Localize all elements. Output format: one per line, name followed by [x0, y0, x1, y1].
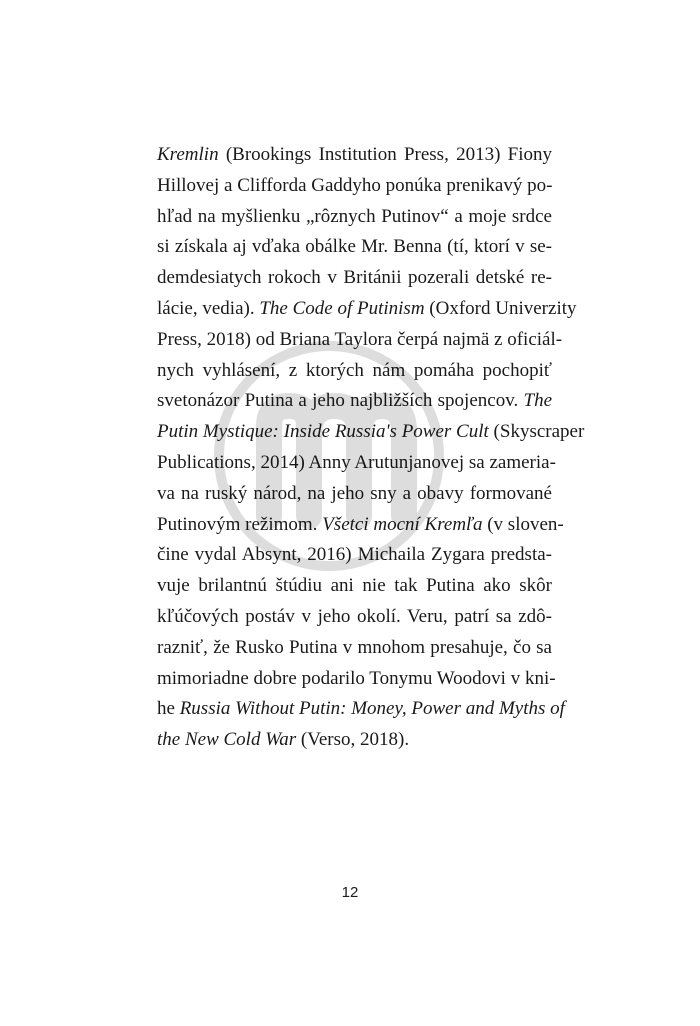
text-line — [157, 571, 552, 602]
text-run: kľúčových postáv v jeho okolí. Veru, patrí sa zdô- — [157, 605, 552, 627]
body-text — [157, 140, 585, 756]
italic-title: The — [523, 390, 552, 412]
text-line — [157, 479, 552, 510]
text-run: lácie, vedia). — [157, 297, 260, 319]
text-line — [157, 232, 552, 263]
text-line — [157, 202, 552, 233]
text-run: (Brookings Institution Press, 2013) Fiony — [218, 144, 552, 165]
text-run: Hillovej a Clifforda Gaddyho ponúka prenikavý po- — [157, 174, 553, 196]
text-run: Putinovým režimom. — [157, 513, 323, 535]
italic-title: Kremlin — [157, 144, 219, 165]
text-line — [157, 448, 556, 479]
text-run: demdesiatych rokoch v Británii pozerali detské re- — [157, 267, 552, 289]
italic-title: Všetci mocní Kremľa — [322, 513, 483, 535]
text-run: si získala aj vďaka obálke Mr. Benna (tí, ktorí v se- — [157, 236, 552, 258]
italic-title: The Code of Putinism — [259, 297, 425, 319]
text-run: razniť, že Rusko Putina v mnohom presahuje, čo sa — [157, 636, 552, 658]
text-run: he — [157, 698, 180, 720]
text-run: nych vyhlásení, z ktorých nám pomáha pochopiť — [157, 359, 552, 381]
text-line — [157, 602, 552, 633]
text-line — [157, 510, 564, 541]
text-line — [157, 664, 556, 695]
text-run: svetonázor Putina a jeho najbližších spojencov. — [157, 390, 524, 412]
text-line — [157, 386, 552, 417]
text-run: (v sloven- — [482, 513, 564, 535]
text-line — [157, 694, 565, 725]
italic-title: the New Cold War — [157, 729, 297, 751]
text-line — [157, 356, 552, 387]
text-line — [157, 725, 552, 756]
text-run: čine vydal Absynt, 2016) Michaila Zygara predsta- — [157, 544, 552, 566]
text-run: va na ruský národ, na jeho sny a obavy formované — [157, 482, 552, 504]
text-run: hľad na myšlienku „rôznych Putinov“ a moje srdce — [157, 205, 552, 227]
text-line — [157, 263, 552, 294]
text-line — [157, 171, 552, 202]
page-number: 12 — [341, 884, 359, 901]
text-run: vuje brilantnú štúdiu ani nie tak Putina ako skôr — [157, 575, 552, 597]
text-line — [157, 633, 552, 664]
text-run: (Oxford Univerzity — [424, 297, 577, 319]
text-run: Publications, 2014) Anny Arutunjanovej sa zameria- — [157, 451, 556, 473]
text-line — [157, 417, 585, 448]
text-line — [157, 140, 552, 171]
text-line — [157, 540, 552, 571]
italic-title: Russia Without Putin: Money, Power and Myths of — [179, 698, 565, 720]
text-line — [157, 294, 577, 325]
italic-title: Putin Mystique: Inside Russia's Power Cult — [157, 421, 489, 443]
text-line — [157, 325, 563, 356]
text-run: Press, 2018) od Briana Taylora čerpá najmä z oficiál- — [157, 328, 563, 350]
text-run: mimoriadne dobre podarilo Tonymu Woodovi v kni- — [157, 667, 556, 689]
text-run: (Skyscraper — [488, 421, 585, 443]
text-run: (Verso, 2018). — [296, 729, 410, 751]
